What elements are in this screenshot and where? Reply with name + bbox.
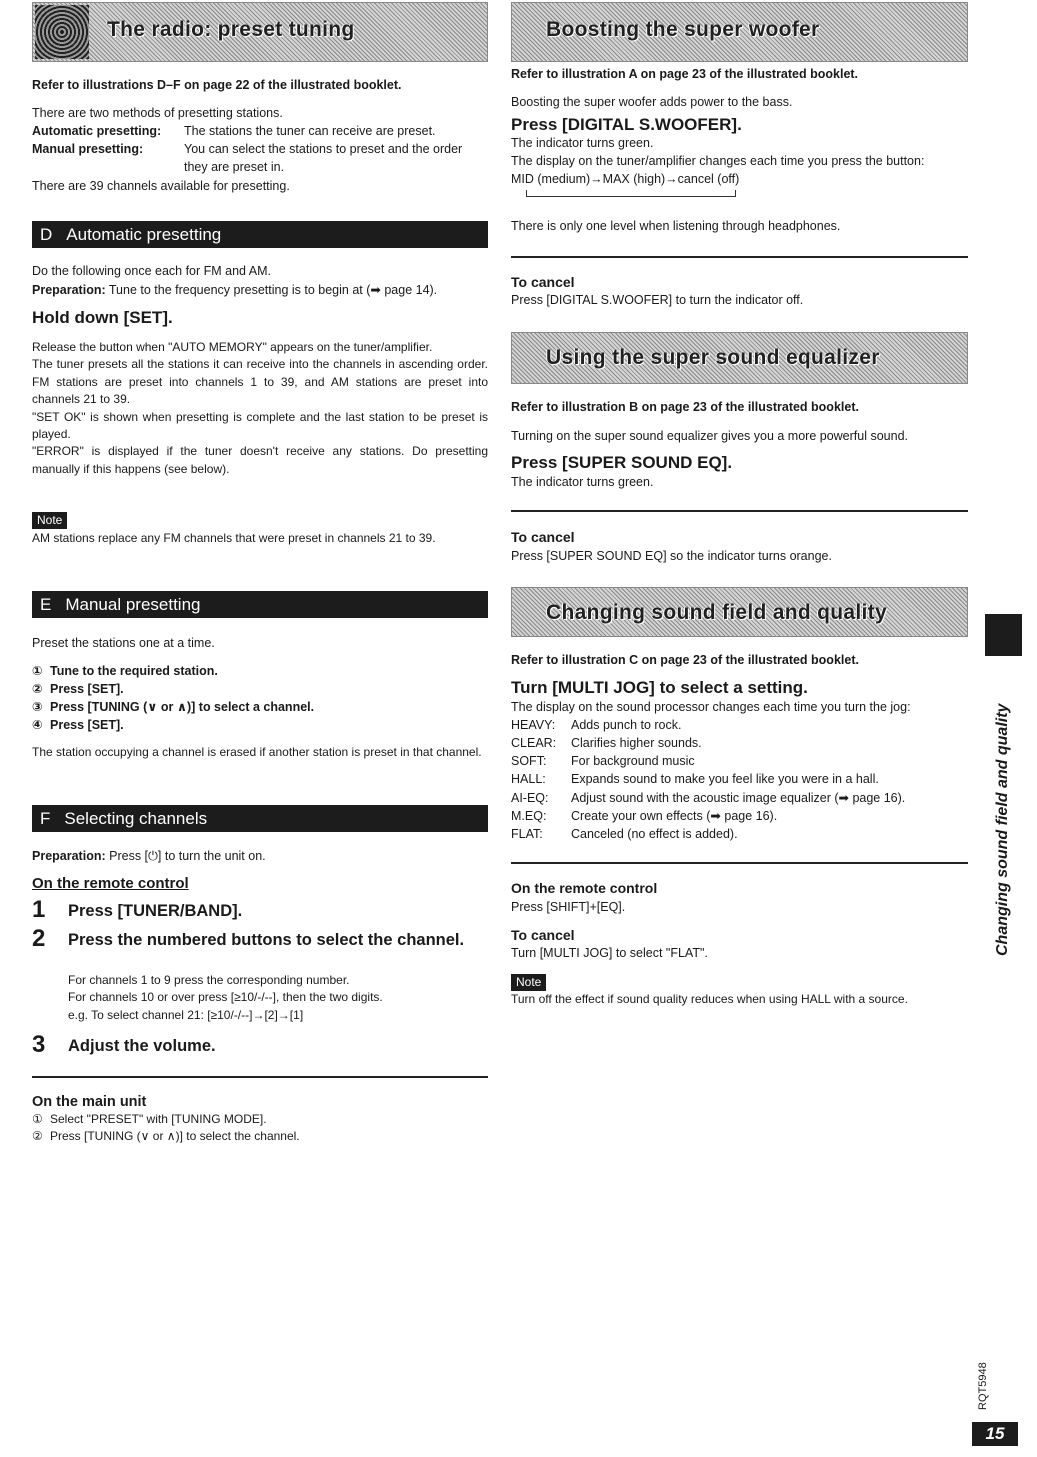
channels-available: There are 39 channels available for presetting. [32, 179, 290, 193]
equalizer-reference: Refer to illustration B on page 23 of the illustrated booklet. [511, 400, 859, 414]
equalizer-intro: Turning on the super sound equalizer gives you a more powerful sound. [511, 429, 908, 443]
sound-field-reference: Refer to illustration C on page 23 of the illustrated booklet. [511, 653, 859, 667]
banner-title: Boosting the super woofer [546, 18, 820, 41]
field-remote-heading: On the remote control [511, 880, 658, 896]
section-d-note-text: AM stations replace any FM channels that were preset in channels 21 to 39. [32, 531, 436, 545]
field-cancel-heading: To cancel [511, 927, 575, 943]
main-unit-heading: On the main unit [32, 1094, 147, 1110]
section-d-line1: Do the following once each for FM and AM. [32, 264, 272, 278]
vertical-section-title: Changing sound field and quality [994, 703, 1011, 956]
list-item: HALL: Expands sound to make you feel like you were in a hall. [511, 772, 879, 787]
step-number-1: 1 [32, 896, 46, 923]
equalizer-heading: Press [SUPER SOUND EQ]. [511, 453, 733, 472]
banner-title: The radio: preset tuning [107, 18, 355, 41]
section-f-header: F Selecting channels [32, 805, 488, 832]
reference-line: Refer to illustrations D–F on page 22 of the illustrated booklet. [32, 78, 402, 92]
woofer-intro: Boosting the super woofer adds power to the bass. [511, 95, 793, 109]
section-e-line1: Preset the stations one at a time. [32, 636, 215, 650]
equalizer-body: The indicator turns green. [511, 475, 654, 489]
auto-definition: Automatic presetting: The stations the tuner can receive are preset. [32, 124, 436, 138]
section-tab [985, 614, 1022, 656]
sound-field-list [511, 716, 968, 843]
equalizer-cancel-text: Press [SUPER SOUND EQ] so the indicator turns orange. [511, 549, 832, 563]
field-note [511, 973, 968, 991]
list-item: M.EQ: Create your own effects (➡ page 16). [511, 808, 778, 823]
section-e-steps: ① Tune to the required station. ② Press [SET]. ③ Press [TUNING (∨ or ∧)] to select a channel. ④ Press [SET]. [32, 664, 315, 733]
intro-text: There are two methods of presetting stations. [32, 106, 283, 120]
divider [32, 1076, 488, 1078]
step-number-3: 3 [32, 1031, 46, 1058]
banner-title: Changing sound field and quality [546, 601, 887, 624]
note-badge: Note [511, 974, 546, 991]
sound-field-heading: Turn [MULTI JOG] to select a setting. [511, 678, 808, 697]
woofer-reference: Refer to illustration A on page 23 of the illustrated booklet. [511, 67, 859, 81]
list-item: AI-EQ: Adjust sound with the acoustic image equalizer (➡ page 16). [511, 790, 906, 805]
section-d-preparation: Preparation: Tune to the frequency presetting is to begin at (➡ page 14). [32, 283, 438, 297]
divider [511, 256, 968, 258]
step-1: Press [TUNER/BAND]. [68, 902, 243, 920]
field-note-text: Turn off the effect if sound quality reduces when using HALL with a source. [511, 992, 908, 1006]
step-2-details: For channels 1 to 9 press the corresponding number. For channels 10 or over press [≥10/-/--], then the two digits. e.g. To select channel 21: [≥10/-/--]→[2]→[1] [68, 973, 383, 1022]
note-badge: Note [32, 512, 67, 529]
radio-emblem-icon [35, 5, 89, 59]
section-e-header: E Manual presetting [32, 591, 488, 618]
document-code: RQT5948 [977, 1362, 989, 1410]
sound-field-intro: The display on the sound processor changes each time you turn the jog: [511, 700, 911, 714]
remote-control-heading: On the remote control [32, 875, 189, 892]
list-item: CLEAR: Clarifies higher sounds. [511, 736, 702, 751]
section-f-preparation: Preparation: Press [⏻] to turn the unit on. [32, 849, 266, 863]
woofer-banner [511, 2, 968, 62]
woofer-body: The indicator turns green. The display on the tuner/amplifier changes each time you press the button: MID (medium)→MAX (high)→cancel (off) [511, 136, 925, 187]
equalizer-cancel-heading: To cancel [511, 529, 575, 545]
section-d-header: D Automatic presetting [32, 221, 488, 248]
field-remote-text: Press [SHIFT]+[EQ]. [511, 900, 626, 914]
field-cancel-text: Turn [MULTI JOG] to select "FLAT". [511, 946, 708, 960]
section-d-note [32, 511, 488, 529]
step-3: Adjust the volume. [68, 1037, 216, 1055]
banner-title: Using the super sound equalizer [546, 346, 880, 369]
main-unit-steps: ① Select "PRESET" with [TUNING MODE]. ② Press [TUNING (∨ or ∧)] to select the channel. [32, 1112, 300, 1144]
equalizer-banner [511, 332, 968, 384]
list-item: HEAVY: Adds punch to rock. [511, 718, 682, 732]
list-item: SOFT: For background music [511, 754, 695, 769]
section-d-heading: Hold down [SET]. [32, 308, 173, 327]
woofer-cancel-heading: To cancel [511, 274, 575, 290]
cycle-arrow-icon [526, 190, 736, 197]
sound-field-banner [511, 587, 968, 637]
page-number: 15 [972, 1422, 1018, 1446]
radio-preset-banner [32, 2, 488, 62]
divider [511, 862, 968, 864]
step-2: Press the numbered buttons to select the channel. [68, 931, 465, 949]
section-d-body: Release the button when "AUTO MEMORY" appears on the tuner/amplifier. The tuner presets all the stations it can receive into the channels in ascending order. FM stations are preset into channels 1 to 39, and AM stations are preset into channels 21 to 39. "SET OK" is shown when presetting is complete and the last station to be preset is played. "ERROR" is displayed if the tuner doesn't receive any stations. Do presetting manually if this happens (see below). [32, 340, 488, 476]
manual-definition: Manual presetting: You can select the stations to preset and the order they are preset in. [32, 142, 463, 175]
step-number-2: 2 [32, 925, 46, 952]
section-e-body: The station occupying a channel is erased if another station is preset in that channel. [32, 745, 482, 759]
divider [511, 510, 968, 512]
woofer-cancel-text: Press [DIGITAL S.WOOFER] to turn the indicator off. [511, 293, 804, 307]
woofer-heading: Press [DIGITAL S.WOOFER]. [511, 115, 742, 134]
woofer-headphones: There is only one level when listening through headphones. [511, 219, 841, 233]
list-item: FLAT: Canceled (no effect is added). [511, 826, 738, 841]
